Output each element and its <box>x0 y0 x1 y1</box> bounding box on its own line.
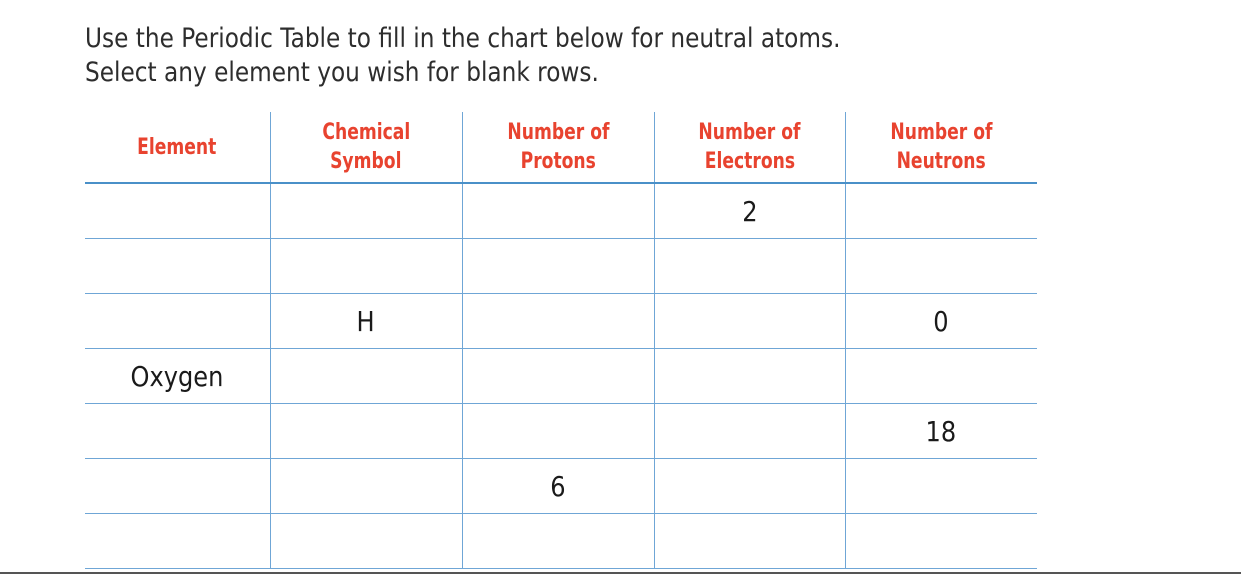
header-number-of-electrons <box>654 112 845 183</box>
cell-chemical-symbol[interactable] <box>270 514 462 569</box>
cell-electrons[interactable] <box>654 404 845 459</box>
table-row <box>85 294 1037 349</box>
cell-value: Oxygen <box>130 359 224 393</box>
header-number-of-protons <box>462 112 654 183</box>
cell-electrons[interactable] <box>654 459 845 514</box>
cell-neutrons[interactable] <box>845 294 1037 349</box>
cell-value: 6 <box>550 469 566 503</box>
cell-neutrons[interactable] <box>845 459 1037 514</box>
cell-element[interactable] <box>85 404 270 459</box>
cell-protons[interactable] <box>462 459 654 514</box>
cell-protons[interactable] <box>462 183 654 239</box>
header-protons-label-1: Number of <box>506 120 610 145</box>
cell-element[interactable] <box>85 349 270 404</box>
cell-value: H <box>356 304 376 338</box>
table-row <box>85 514 1037 569</box>
cell-protons[interactable] <box>462 294 654 349</box>
header-protons-label-2: Protons <box>520 149 596 174</box>
cell-chemical-symbol[interactable] <box>270 459 462 514</box>
header-chemical-symbol-label-2: Symbol <box>330 149 402 174</box>
header-electrons-label-2: Electrons <box>704 149 795 174</box>
cell-element[interactable] <box>85 239 270 294</box>
cell-value: 2 <box>741 194 758 228</box>
cell-electrons[interactable] <box>654 349 845 404</box>
cell-neutrons[interactable] <box>845 183 1037 239</box>
table-row <box>85 404 1037 459</box>
table-row <box>85 239 1037 294</box>
cell-protons[interactable] <box>462 239 654 294</box>
cell-chemical-symbol[interactable] <box>270 404 462 459</box>
cell-chemical-symbol[interactable] <box>270 239 462 294</box>
header-row <box>85 112 1037 183</box>
instructions-line-1: Use the Periodic Table to fill in the chart below for neutral atoms. <box>85 23 841 54</box>
cell-protons[interactable] <box>462 404 654 459</box>
header-neutrons-label-1: Number of <box>890 120 993 145</box>
cell-value: 18 <box>925 414 957 448</box>
cell-neutrons[interactable] <box>845 514 1037 569</box>
cell-chemical-symbol[interactable] <box>270 294 462 349</box>
header-element-label: Element <box>137 134 217 160</box>
cell-electrons[interactable] <box>654 183 845 239</box>
cell-electrons[interactable] <box>654 514 845 569</box>
header-chemical-symbol-label-1: Chemical <box>322 120 410 145</box>
cell-neutrons[interactable] <box>845 239 1037 294</box>
cell-chemical-symbol[interactable] <box>270 183 462 239</box>
instructions-line-2: Select any element you wish for blank rows. <box>85 57 599 88</box>
cell-protons[interactable] <box>462 349 654 404</box>
cell-element[interactable] <box>85 514 270 569</box>
table-row <box>85 349 1037 404</box>
header-number-of-neutrons <box>845 112 1037 183</box>
header-chemical-symbol <box>270 112 462 183</box>
header-neutrons-label-2: Neutrons <box>896 149 986 174</box>
cell-element[interactable] <box>85 294 270 349</box>
cell-electrons[interactable] <box>654 239 845 294</box>
table-row <box>85 459 1037 514</box>
cell-neutrons[interactable] <box>845 349 1037 404</box>
cell-electrons[interactable] <box>654 294 845 349</box>
table-row <box>85 183 1037 239</box>
header-element <box>85 112 270 183</box>
cell-element[interactable] <box>85 459 270 514</box>
cell-neutrons[interactable] <box>845 404 1037 459</box>
atom-chart <box>85 112 1037 569</box>
cell-element[interactable] <box>85 183 270 239</box>
cell-value: 0 <box>933 304 949 338</box>
cell-protons[interactable] <box>462 514 654 569</box>
cell-chemical-symbol[interactable] <box>270 349 462 404</box>
instructions-text <box>85 22 840 90</box>
header-electrons-label-1: Number of <box>698 120 801 145</box>
